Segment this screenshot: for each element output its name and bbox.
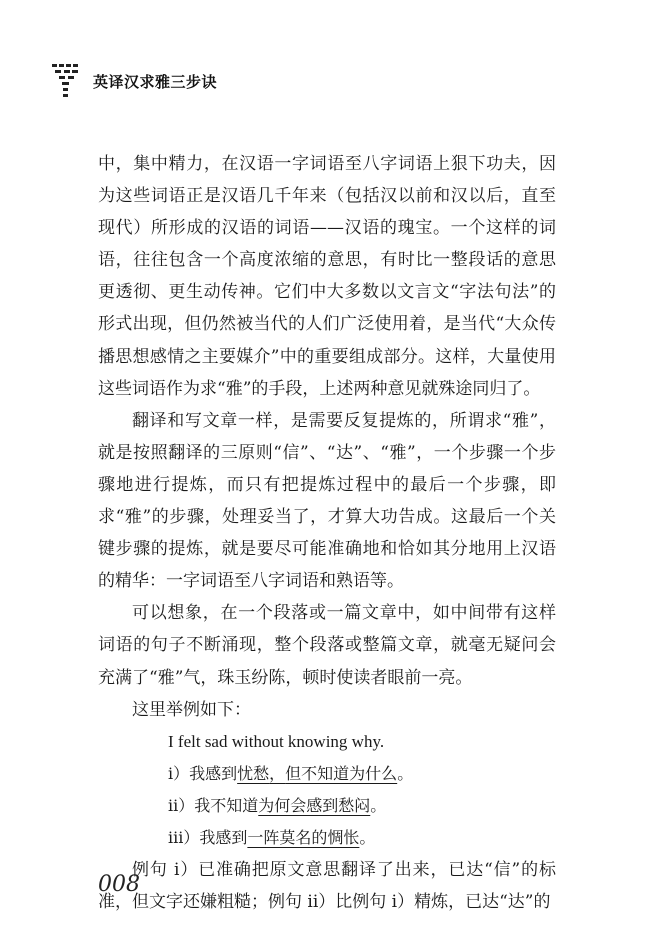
translation-end: 。 [359, 827, 376, 847]
translation-text: 我感到 [199, 827, 248, 847]
underlined-phrase: 为何会感到愁闷 [258, 795, 371, 815]
translation-number: ii） [168, 795, 195, 815]
example-translation-3 [168, 822, 556, 854]
example-translation-2 [168, 790, 556, 822]
underlined-phrase: 一阵莫名的惆怅 [247, 827, 360, 847]
translation-text: 我不知道 [194, 795, 259, 815]
example-translation-1 [168, 758, 556, 790]
paragraph-3: 可以想象，在一个段落或一篇文章中，如中间带有这样词语的句子不断涌现，整个段落或整篇文章，就毫无疑问会充满了“雅”气，珠玉纷陈，顿时使读者眼前一亮。 [98, 603, 556, 688]
underlined-phrase: 但不知道为什么 [285, 763, 398, 783]
underlined-phrase: 忧愁 [237, 763, 270, 783]
translation-text: 我感到 [189, 763, 238, 783]
paragraph-4: 这里举例如下： [132, 699, 251, 720]
header-logo-icon [52, 64, 80, 108]
translation-number: i） [168, 763, 190, 783]
page-number: 008 [98, 872, 140, 897]
running-header-title: 英译汉求雅三步诀 [93, 73, 218, 91]
paragraph-5: 例句 i）已准确把原文意思翻译了出来，已达“信”的标准，但文字还嫌粗糙；例句 ii）比例句 i）精炼，已达“达”的 [98, 860, 556, 913]
translation-number: iii） [168, 827, 200, 847]
underlined-comma: ， [269, 763, 286, 783]
paragraph-1: 中，集中精力，在汉语一字词语至八字词语上狠下功夫，因为这些词语正是汉语几千年来（包括汉以前和汉以后，直至现代）所形成的汉语的词语——汉语的瑰宝。一个这样的词语，往往包含一个高度浓缩的意思，有时比一整段话的意思更透彻、更生动传神。它们中大多数以文言文“字法句法”的形式出现，但仍然被当代的人们广泛使用着，是当代“大众传播思想感情之主要媒介”中的重要组成部分。这样，大量使用这些词语作为求“雅”的手段，上述两种意见就殊途同归了。 [98, 154, 556, 399]
translation-end: 。 [370, 795, 387, 815]
translation-end: 。 [397, 763, 414, 783]
example-english-sentence: I felt sad without knowing why. [168, 731, 385, 751]
paragraph-2: 翻译和写文章一样，是需要反复提炼的，所谓求“雅”，就是按照翻译的三原则“信”、“达”、“雅”，一个步骤一个步骤地进行提炼，而只有把提炼过程中的最后一个步骤，即求“雅”的步骤，处理妥当了，才算大功告成。这最后一个关键步骤的提炼，就是要尽可能准确地和恰如其分地用上汉语的精华：一字词语至八字词语和熟语等。 [98, 410, 556, 592]
page-body [98, 148, 556, 918]
